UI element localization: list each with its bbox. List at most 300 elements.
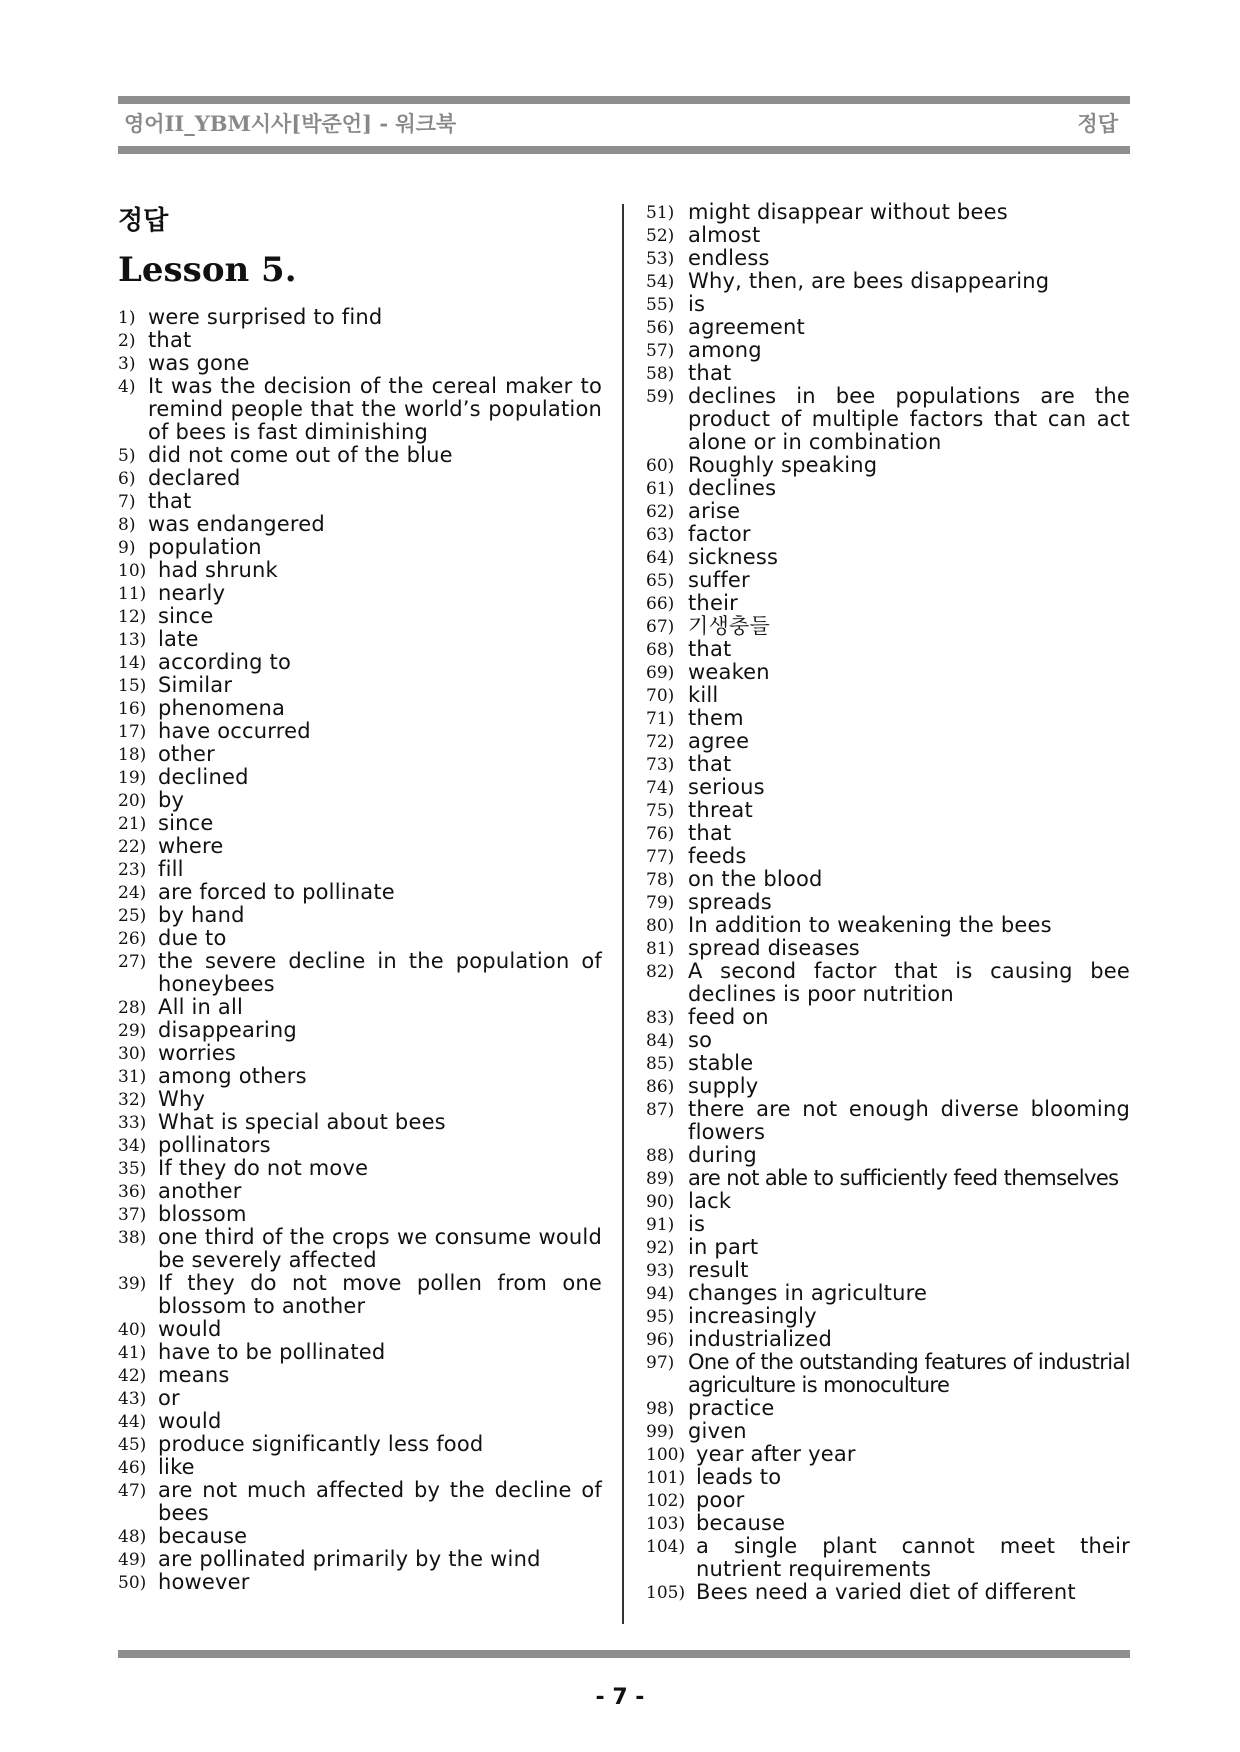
answer-item xyxy=(118,329,602,352)
answer-text: on the blood xyxy=(688,867,823,891)
answer-number: 5) xyxy=(118,446,136,466)
answer-text: are not much affected by the decline of bees xyxy=(158,1478,602,1525)
answer-item xyxy=(118,490,602,513)
answer-text: poor xyxy=(696,1488,745,1512)
answer-number: 68) xyxy=(646,640,675,660)
answer-item xyxy=(118,1318,602,1341)
answer-item xyxy=(646,937,1130,960)
answer-text: One of the outstanding features of industrial agriculture is monoculture xyxy=(688,1350,1130,1397)
answer-number: 87) xyxy=(646,1100,675,1120)
answer-text: the severe decline in the population of honeybees xyxy=(158,949,602,996)
answer-text: Bees need a varied diet of different xyxy=(696,1580,1076,1604)
answer-text: spread diseases xyxy=(688,936,860,960)
answer-item xyxy=(646,914,1130,937)
answer-item xyxy=(118,1203,602,1226)
answer-number: 8) xyxy=(118,515,136,535)
answer-number: 57) xyxy=(646,341,675,361)
answer-text: It was the decision of the cereal maker to remind people that the world’s population of bees is fast diminishing xyxy=(148,374,602,444)
answer-item xyxy=(118,1226,602,1272)
answer-number: 100) xyxy=(646,1445,686,1465)
answer-number: 54) xyxy=(646,272,675,292)
answer-number: 75) xyxy=(646,801,675,821)
answer-text: during xyxy=(688,1143,757,1167)
answer-item xyxy=(118,1180,602,1203)
answer-text: year after year xyxy=(696,1442,856,1466)
answer-item xyxy=(118,927,602,950)
answer-item xyxy=(646,247,1130,270)
answer-item xyxy=(646,799,1130,822)
answer-text: endless xyxy=(688,246,770,270)
answer-text: or xyxy=(158,1386,180,1410)
answer-number: 66) xyxy=(646,594,675,614)
answer-number: 38) xyxy=(118,1228,147,1248)
answer-item xyxy=(646,523,1130,546)
answer-text: Similar xyxy=(158,673,233,697)
answer-number: 89) xyxy=(646,1169,675,1189)
header-book-title: 영어II_YBM시사[박준언] - 워크북 xyxy=(124,111,457,136)
answer-text: however xyxy=(158,1570,250,1594)
answer-text: pollinators xyxy=(158,1133,271,1157)
answer-item xyxy=(118,1341,602,1364)
answer-item xyxy=(118,628,602,651)
answer-text: had shrunk xyxy=(158,558,278,582)
answer-text: declines xyxy=(688,476,777,500)
answer-text: industrialized xyxy=(688,1327,833,1351)
answer-text: declared xyxy=(148,466,241,490)
answer-item xyxy=(646,362,1130,385)
answer-item xyxy=(118,858,602,881)
answer-number: 35) xyxy=(118,1159,147,1179)
page-number: - 7 - xyxy=(595,1685,645,1710)
answer-item xyxy=(118,444,602,467)
answer-text: would xyxy=(158,1409,222,1433)
answer-number: 30) xyxy=(118,1044,147,1064)
answer-number: 48) xyxy=(118,1527,147,1547)
answer-text: declined xyxy=(158,765,249,789)
answer-text: according to xyxy=(158,650,292,674)
answer-item xyxy=(118,306,602,329)
answer-item xyxy=(118,1525,602,1548)
answer-number: 62) xyxy=(646,502,675,522)
answer-text: so xyxy=(688,1028,713,1052)
answer-item xyxy=(646,891,1130,914)
answer-number: 72) xyxy=(646,732,675,752)
answer-item xyxy=(646,1535,1130,1581)
answer-number: 7) xyxy=(118,492,136,512)
answer-text: sickness xyxy=(688,545,779,569)
answer-text: weaken xyxy=(688,660,770,684)
answer-number: 50) xyxy=(118,1573,147,1593)
answer-text: serious xyxy=(688,775,765,799)
answer-item xyxy=(646,615,1130,638)
answer-number: 15) xyxy=(118,676,147,696)
answer-number: 4) xyxy=(118,377,136,397)
answer-item xyxy=(118,697,602,720)
answer-item xyxy=(646,1259,1130,1282)
answer-text: that xyxy=(688,637,732,661)
answer-number: 96) xyxy=(646,1330,675,1350)
answer-text: supply xyxy=(688,1074,759,1098)
answer-item xyxy=(118,1364,602,1387)
answer-item xyxy=(646,822,1130,845)
answer-item xyxy=(118,1433,602,1456)
answer-text: 기생충들 xyxy=(688,614,770,638)
answer-number: 88) xyxy=(646,1146,675,1166)
answer-text: among others xyxy=(158,1064,307,1088)
header-rule-bottom xyxy=(118,146,1130,154)
answer-text: feed on xyxy=(688,1005,769,1029)
answer-text: is xyxy=(688,292,706,316)
answer-text: A second factor that is causing bee declines is poor nutrition xyxy=(688,959,1130,1006)
answer-item xyxy=(646,661,1130,684)
answer-text: where xyxy=(158,834,224,858)
answer-text: did not come out of the blue xyxy=(148,443,453,467)
lesson-title: Lesson 5. xyxy=(118,250,297,290)
answer-item xyxy=(646,293,1130,316)
answer-item xyxy=(118,1042,602,1065)
answer-text: by xyxy=(158,788,185,812)
answer-number: 24) xyxy=(118,883,147,903)
answer-item xyxy=(118,812,602,835)
answer-text: In addition to weakening the bees xyxy=(688,913,1052,937)
answer-number: 94) xyxy=(646,1284,675,1304)
answer-text: spreads xyxy=(688,890,772,914)
answer-text: one third of the crops we consume would be severely affected xyxy=(158,1225,602,1272)
answer-item xyxy=(118,352,602,375)
answer-number: 80) xyxy=(646,916,675,936)
answer-number: 26) xyxy=(118,929,147,949)
answer-text: that xyxy=(688,821,732,845)
answer-list-right xyxy=(646,201,1130,1604)
answer-number: 18) xyxy=(118,745,147,765)
answer-number: 91) xyxy=(646,1215,675,1235)
answer-text: population xyxy=(148,535,262,559)
answer-text: If they do not move pollen from one blossom to another xyxy=(158,1271,602,1318)
answer-number: 85) xyxy=(646,1054,675,1074)
answer-text: that xyxy=(688,361,732,385)
answer-item xyxy=(646,1052,1130,1075)
answer-number: 6) xyxy=(118,469,136,489)
answer-number: 32) xyxy=(118,1090,147,1110)
answer-text: have to be pollinated xyxy=(158,1340,386,1364)
answer-text: fill xyxy=(158,857,184,881)
answer-item xyxy=(646,1075,1130,1098)
answer-item xyxy=(118,743,602,766)
answer-number: 67) xyxy=(646,617,675,637)
answer-text: like xyxy=(158,1455,195,1479)
answer-text: nearly xyxy=(158,581,226,605)
answer-item xyxy=(646,1190,1130,1213)
answer-item xyxy=(646,1098,1130,1144)
answer-number: 29) xyxy=(118,1021,147,1041)
answer-number: 84) xyxy=(646,1031,675,1051)
answer-number: 45) xyxy=(118,1435,147,1455)
answer-number: 49) xyxy=(118,1550,147,1570)
answer-text: them xyxy=(688,706,744,730)
answer-number: 61) xyxy=(646,479,675,499)
answer-item xyxy=(118,789,602,812)
answer-number: 53) xyxy=(646,249,675,269)
answer-text: Why xyxy=(158,1087,206,1111)
answer-text: might disappear without bees xyxy=(688,200,1008,224)
answer-number: 44) xyxy=(118,1412,147,1432)
answer-number: 78) xyxy=(646,870,675,890)
answer-item xyxy=(646,1512,1130,1535)
answer-text: almost xyxy=(688,223,761,247)
answer-item xyxy=(118,1410,602,1433)
answer-number: 31) xyxy=(118,1067,147,1087)
answer-text: are forced to pollinate xyxy=(158,880,395,904)
section-title: 정답 xyxy=(118,206,169,236)
answer-text: given xyxy=(688,1419,747,1443)
header-section-label: 정답 xyxy=(1077,112,1118,136)
answer-item xyxy=(646,753,1130,776)
answer-text: because xyxy=(696,1511,786,1535)
answer-item xyxy=(646,316,1130,339)
answer-number: 25) xyxy=(118,906,147,926)
answer-number: 23) xyxy=(118,860,147,880)
answer-number: 64) xyxy=(646,548,675,568)
answer-number: 82) xyxy=(646,962,675,982)
page-header xyxy=(118,108,1130,142)
answer-number: 97) xyxy=(646,1353,675,1373)
answer-text: threat xyxy=(688,798,753,822)
answer-text: agree xyxy=(688,729,750,753)
answer-text: feeds xyxy=(688,844,747,868)
answer-text: produce significantly less food xyxy=(158,1432,484,1456)
answer-item xyxy=(646,339,1130,362)
answer-number: 28) xyxy=(118,998,147,1018)
answer-text: other xyxy=(158,742,215,766)
answer-number: 42) xyxy=(118,1366,147,1386)
answer-item xyxy=(118,881,602,904)
answer-number: 33) xyxy=(118,1113,147,1133)
answer-number: 55) xyxy=(646,295,675,315)
answer-item xyxy=(118,1134,602,1157)
answer-text: because xyxy=(158,1524,248,1548)
answer-text: increasingly xyxy=(688,1304,817,1328)
answer-text: leads to xyxy=(696,1465,782,1489)
answer-text: a single plant cannot meet their nutrient requirements xyxy=(696,1534,1130,1581)
answer-number: 60) xyxy=(646,456,675,476)
answer-text: was gone xyxy=(148,351,250,375)
answer-item xyxy=(646,1282,1130,1305)
answer-number: 39) xyxy=(118,1274,147,1294)
answer-text: declines in bee populations are the product of multiple factors that can act alone or in combination xyxy=(688,384,1130,454)
answer-text: are pollinated primarily by the wind xyxy=(158,1547,541,1571)
answer-list-left xyxy=(118,306,602,1594)
answer-item xyxy=(118,582,602,605)
answer-item xyxy=(118,1456,602,1479)
answer-text: are not able to sufficiently feed themselves xyxy=(688,1166,1119,1190)
answer-item xyxy=(118,996,602,1019)
answer-item xyxy=(646,500,1130,523)
answer-text: that xyxy=(688,752,732,776)
answer-item xyxy=(118,375,602,444)
answer-text: is xyxy=(688,1212,706,1236)
answer-number: 99) xyxy=(646,1422,675,1442)
answer-text: What is special about bees xyxy=(158,1110,446,1134)
answer-item xyxy=(646,868,1130,891)
answer-item xyxy=(646,477,1130,500)
answer-item xyxy=(646,1489,1130,1512)
answer-item xyxy=(646,1167,1130,1190)
answer-text: agreement xyxy=(688,315,805,339)
answer-text: since xyxy=(158,811,214,835)
answer-item xyxy=(646,270,1130,293)
answer-item xyxy=(646,546,1130,569)
answer-text: were surprised to find xyxy=(148,305,383,329)
answer-number: 102) xyxy=(646,1491,686,1511)
answer-number: 36) xyxy=(118,1182,147,1202)
answer-number: 98) xyxy=(646,1399,675,1419)
answer-item xyxy=(118,513,602,536)
answer-item xyxy=(646,730,1130,753)
answer-number: 43) xyxy=(118,1389,147,1409)
answer-text: due to xyxy=(158,926,227,950)
answer-text: Why, then, are bees disappearing xyxy=(688,269,1050,293)
answer-item xyxy=(646,1581,1130,1604)
answer-item xyxy=(646,684,1130,707)
answer-number: 58) xyxy=(646,364,675,384)
answer-number: 92) xyxy=(646,1238,675,1258)
answer-text: Roughly speaking xyxy=(688,453,878,477)
answer-item xyxy=(646,1466,1130,1489)
answer-number: 93) xyxy=(646,1261,675,1281)
answer-number: 17) xyxy=(118,722,147,742)
answer-item xyxy=(646,960,1130,1006)
answer-item xyxy=(118,1111,602,1134)
answer-item xyxy=(118,674,602,697)
answer-number: 76) xyxy=(646,824,675,844)
answer-number: 86) xyxy=(646,1077,675,1097)
answer-item xyxy=(646,776,1130,799)
answer-number: 59) xyxy=(646,387,675,407)
answer-item xyxy=(118,766,602,789)
answer-number: 10) xyxy=(118,561,147,581)
answer-text: changes in agriculture xyxy=(688,1281,928,1305)
answer-text: factor xyxy=(688,522,751,546)
answer-text: practice xyxy=(688,1396,775,1420)
answer-item xyxy=(646,1443,1130,1466)
answer-item xyxy=(646,638,1130,661)
answer-number: 22) xyxy=(118,837,147,857)
answer-number: 12) xyxy=(118,607,147,627)
answer-number: 27) xyxy=(118,952,147,972)
answer-text: have occurred xyxy=(158,719,311,743)
answer-number: 65) xyxy=(646,571,675,591)
answer-number: 71) xyxy=(646,709,675,729)
answer-text: result xyxy=(688,1258,749,1282)
answer-text: that xyxy=(148,328,192,352)
answer-text: means xyxy=(158,1363,230,1387)
answer-item xyxy=(118,1272,602,1318)
answer-item xyxy=(646,201,1130,224)
answer-number: 11) xyxy=(118,584,147,604)
answer-number: 9) xyxy=(118,538,136,558)
answer-item xyxy=(646,1236,1130,1259)
answer-number: 69) xyxy=(646,663,675,683)
answer-number: 1) xyxy=(118,308,136,328)
answer-text: stable xyxy=(688,1051,754,1075)
answer-text: If they do not move xyxy=(158,1156,369,1180)
answer-text: by hand xyxy=(158,903,245,927)
answer-number: 81) xyxy=(646,939,675,959)
answer-number: 37) xyxy=(118,1205,147,1225)
answer-text: phenomena xyxy=(158,696,286,720)
answer-item xyxy=(646,454,1130,477)
answer-number: 56) xyxy=(646,318,675,338)
answer-number: 79) xyxy=(646,893,675,913)
answer-text: was endangered xyxy=(148,512,325,536)
answer-number: 51) xyxy=(646,203,675,223)
answer-number: 77) xyxy=(646,847,675,867)
answer-text: their xyxy=(688,591,738,615)
answer-item xyxy=(646,592,1130,615)
answer-text: suffer xyxy=(688,568,750,592)
answer-number: 70) xyxy=(646,686,675,706)
answer-text: disappearing xyxy=(158,1018,297,1042)
answer-number: 74) xyxy=(646,778,675,798)
answer-item xyxy=(646,1144,1130,1167)
answer-item xyxy=(646,1029,1130,1052)
header-rule-top xyxy=(118,96,1130,104)
answer-text: kill xyxy=(688,683,719,707)
answer-text: lack xyxy=(688,1189,732,1213)
answer-number: 13) xyxy=(118,630,147,650)
answer-item xyxy=(646,569,1130,592)
answer-item xyxy=(118,651,602,674)
answer-item xyxy=(646,224,1130,247)
answer-number: 41) xyxy=(118,1343,147,1363)
answer-item xyxy=(118,1571,602,1594)
answer-number: 90) xyxy=(646,1192,675,1212)
answer-item xyxy=(118,720,602,743)
answer-text: late xyxy=(158,627,199,651)
answer-item xyxy=(118,1088,602,1111)
answer-number: 34) xyxy=(118,1136,147,1156)
answer-item xyxy=(118,1479,602,1525)
answer-number: 14) xyxy=(118,653,147,673)
answer-item xyxy=(646,707,1130,730)
answer-text: worries xyxy=(158,1041,237,1065)
answer-item xyxy=(646,1397,1130,1420)
answer-text: there are not enough diverse blooming flowers xyxy=(688,1097,1130,1144)
answer-item xyxy=(646,1420,1130,1443)
answer-text: blossom xyxy=(158,1202,247,1226)
answer-text: arise xyxy=(688,499,741,523)
answer-number: 3) xyxy=(118,354,136,374)
answer-item xyxy=(118,835,602,858)
answer-number: 46) xyxy=(118,1458,147,1478)
answer-item xyxy=(646,1213,1130,1236)
answer-item xyxy=(646,1328,1130,1351)
answer-number: 19) xyxy=(118,768,147,788)
answer-item xyxy=(646,845,1130,868)
answer-text: would xyxy=(158,1317,222,1341)
answer-number: 101) xyxy=(646,1468,686,1488)
footer-rule xyxy=(118,1650,1130,1658)
answer-text: among xyxy=(688,338,762,362)
answer-number: 21) xyxy=(118,814,147,834)
answer-text: another xyxy=(158,1179,242,1203)
answer-text: since xyxy=(158,604,214,628)
answer-number: 47) xyxy=(118,1481,147,1501)
answer-item xyxy=(118,605,602,628)
answer-number: 95) xyxy=(646,1307,675,1327)
answer-number: 73) xyxy=(646,755,675,775)
answer-number: 83) xyxy=(646,1008,675,1028)
